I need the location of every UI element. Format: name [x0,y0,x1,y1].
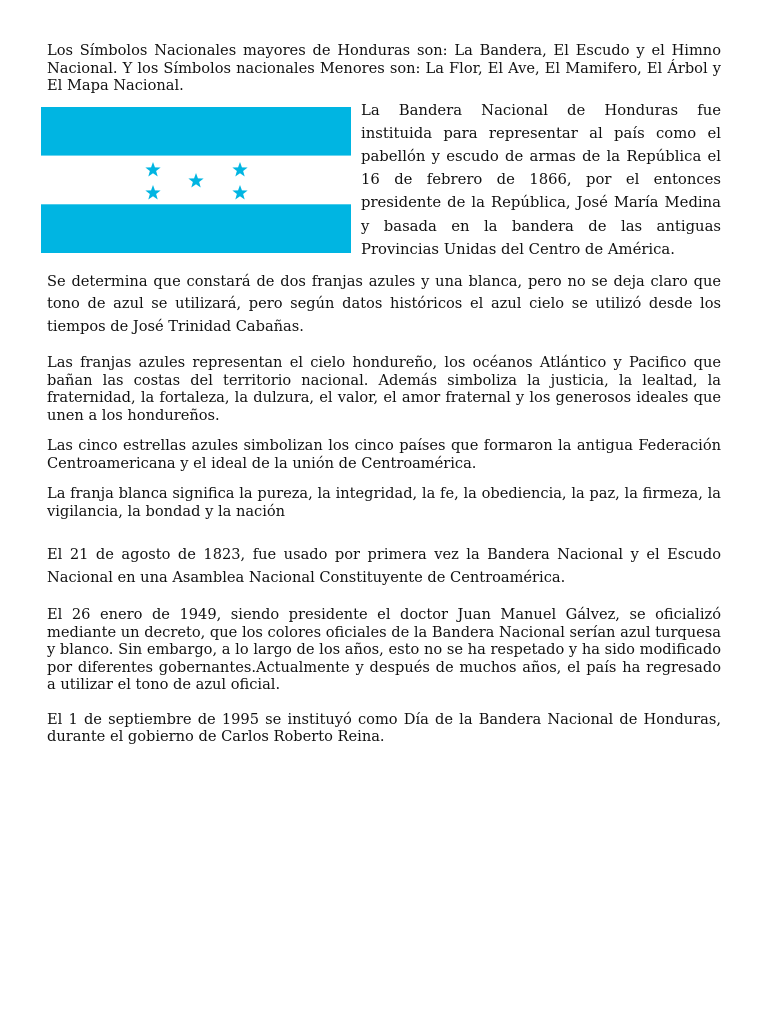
paragraph-white-stripe: La franja blanca significa la pureza, la integridad, la fe, la obediencia, la paz, la firmeza, la vigilancia, la bondad y la nación [47,485,721,520]
paragraph-1949: El 26 enero de 1949, siendo presidente el doctor Juan Manuel Gálvez, se oficializó mediante un decreto, que los colores oficiales de la Bandera Nacional serían azul turquesa y blanco. Sin embargo, a lo largo de los años, esto no se ha respetado y ha sido modificado por diferentes gobernantes.Actualmente y después de muchos años, el país ha regresado a utilizar el tono de azul oficial. [47,606,721,693]
flag-top-stripe [41,107,351,156]
paragraph-blue-tone: Se determina que constará de dos franjas azules y una blanca, pero no se deja claro que tono de azul se utilizará, pero según datos históricos el azul cielo se utilizó desde los tiempos de José Trinidad Cabañas. [47,272,721,335]
paragraph-stars: Las cinco estrellas azules simbolizan los cinco países que formaron la antigua Federación Centroamericana y el ideal de la unión de Centroamérica. [47,437,721,472]
intro-paragraph: Los Símbolos Nacionales mayores de Honduras son: La Bandera, El Escudo y el Himno Nacional. Y los Símbolos nacionales Menores son: La Flor, El Ave, El Mamifero, El Árbol y El Mapa Nacional. [47,42,721,94]
flag-description-paragraph: La Bandera Nacional de Honduras fue instituida para representar al país como el pabellón y escudo de armas de la República el 16 de febrero de 1866, por el entonces presidente de la República, José María Medina y basada en la bandera de las antiguas Provincias Unidas del Centro de América. [361,101,721,258]
flag-section [47,99,721,261]
paragraph-1995: El 1 de septiembre de 1995 se instituyó como Día de la Bandera Nacional de Honduras, durante el gobierno de Carlos Roberto Reina. [47,710,721,745]
honduras-flag-image [41,107,351,253]
paragraph-blue-stripes: Las franjas azules representan el cielo hondureño, los océanos Atlántico y Pacifico que bañan las costas del territorio nacional. Además simboliza la justicia, la lealtad, la fraternidad, la fortaleza, la dulzura, el valor, el amor fraternal y los generosos ideales que unen a los hondureños. [47,354,721,424]
flag-bottom-stripe [41,204,351,253]
document-page [47,42,721,746]
paragraph-1823: El 21 de agosto de 1823, fue usado por primera vez la Bandera Nacional y el Escudo Nacional en una Asamblea Nacional Constituyente de Centroamérica. [47,546,721,586]
